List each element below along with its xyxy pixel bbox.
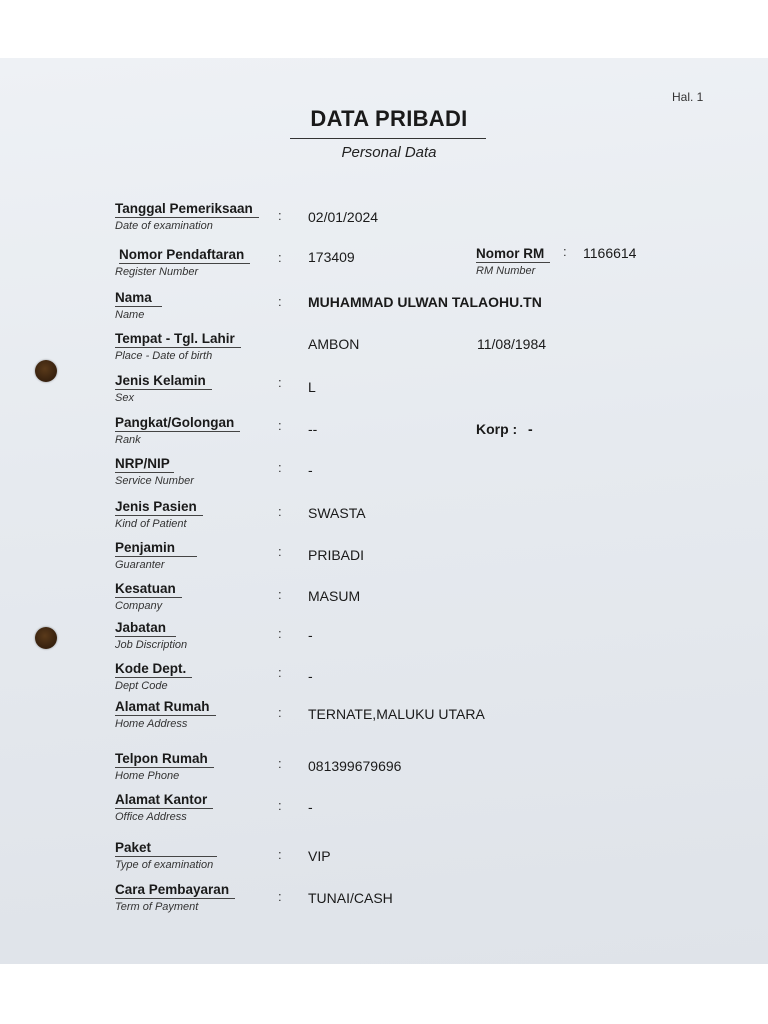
- field-sublabel: Dept Code: [115, 680, 168, 692]
- field-label: Kode Dept.: [115, 661, 192, 678]
- birth-date-value: 11/08/1984: [477, 336, 547, 352]
- field-patient-type: [115, 498, 203, 530]
- field-sublabel: Home Address: [115, 718, 188, 730]
- colon: :: [278, 418, 282, 433]
- field-label: Nomor RM: [476, 246, 550, 263]
- field-sublabel: RM Number: [476, 265, 536, 277]
- field-company: [115, 580, 182, 612]
- korp-value: -: [528, 421, 533, 437]
- field-label: Jabatan: [115, 620, 176, 637]
- field-job: [115, 619, 187, 651]
- exam-date-value: 02/01/2024: [308, 209, 379, 225]
- colon: :: [278, 665, 282, 680]
- field-sublabel: Service Number: [115, 475, 194, 487]
- field-label: NRP/NIP: [115, 456, 174, 473]
- colon: :: [278, 705, 282, 720]
- field-home-address: [115, 698, 216, 730]
- field-sublabel: Date of examination: [115, 220, 213, 232]
- field-label: Nama: [115, 290, 162, 307]
- colon: :: [278, 847, 282, 862]
- name-value: MUHAMMAD ULWAN TALAOHU.TN: [308, 294, 542, 310]
- field-birth: [115, 330, 241, 362]
- field-label: Telpon Rumah: [115, 751, 214, 768]
- field-sublabel: Company: [115, 600, 163, 612]
- colon: :: [278, 460, 282, 475]
- colon: :: [278, 889, 282, 904]
- job-value: -: [308, 627, 313, 643]
- field-rank: [115, 414, 240, 446]
- document-subtitle: Personal Data: [341, 144, 437, 161]
- field-name: [115, 289, 162, 321]
- field-label: Kesatuan: [115, 581, 182, 598]
- home-address-value: TERNATE,MALUKU UTARA: [308, 706, 485, 722]
- field-dept: [115, 660, 192, 692]
- register-value: 173409: [308, 249, 355, 265]
- colon: :: [278, 294, 282, 309]
- colon: :: [278, 626, 282, 641]
- field-label: Jenis Kelamin: [115, 373, 212, 390]
- colon: :: [278, 208, 282, 223]
- field-label: Jenis Pasien: [115, 499, 203, 516]
- birth-place-value: AMBON: [308, 336, 360, 352]
- field-sublabel: Office Address: [115, 811, 187, 823]
- package-value: VIP: [308, 848, 331, 864]
- field-sublabel: Rank: [115, 434, 141, 446]
- nrp-value: -: [308, 462, 313, 478]
- colon: :: [278, 587, 282, 602]
- field-register: [115, 246, 250, 278]
- field-office-address: [115, 791, 213, 823]
- sex-value: L: [308, 379, 316, 395]
- title-underline: [290, 138, 486, 139]
- patient-type-value: SWASTA: [308, 505, 366, 521]
- field-label: Cara Pembayaran: [115, 882, 235, 899]
- colon: :: [278, 375, 282, 390]
- field-exam-date: [115, 200, 259, 232]
- payment-value: TUNAI/CASH: [308, 890, 393, 906]
- colon: :: [563, 244, 567, 259]
- field-sublabel: Type of examination: [115, 859, 214, 871]
- field-label: Penjamin: [115, 540, 197, 557]
- colon: :: [278, 544, 282, 559]
- korp-label: Korp :: [476, 421, 518, 437]
- field-label: Alamat Rumah: [115, 699, 216, 716]
- colon: :: [278, 250, 282, 265]
- rank-value: --: [308, 421, 318, 437]
- field-rm: [476, 245, 550, 277]
- field-sublabel: Register Number: [115, 266, 199, 278]
- field-payment: [115, 881, 235, 913]
- home-phone-value: 081399679696: [308, 758, 402, 774]
- rm-value: 1166614: [583, 245, 637, 261]
- office-address-value: -: [308, 799, 313, 815]
- field-sublabel: Place - Date of birth: [115, 350, 213, 362]
- field-sublabel: Term of Payment: [115, 901, 199, 913]
- field-sublabel: Kind of Patient: [115, 518, 187, 530]
- field-sublabel: Name: [115, 309, 145, 321]
- punch-hole-bottom: [35, 627, 57, 649]
- field-sublabel: Home Phone: [115, 770, 180, 782]
- colon: :: [278, 504, 282, 519]
- colon: :: [278, 756, 282, 771]
- field-label: Tempat - Tgl. Lahir: [115, 331, 241, 348]
- field-sublabel: Sex: [115, 392, 134, 404]
- field-label: Pangkat/Golongan: [115, 415, 240, 432]
- field-guarantor: [115, 539, 197, 571]
- field-sex: [115, 372, 212, 404]
- field-label: Tanggal Pemeriksaan: [115, 201, 259, 218]
- field-sublabel: Job Discription: [115, 639, 188, 651]
- field-package: [115, 839, 217, 871]
- field-label: Nomor Pendaftaran: [119, 247, 250, 264]
- document-title: DATA PRIBADI: [310, 106, 468, 131]
- document-sheet: [0, 58, 768, 964]
- field-nrp: [115, 455, 194, 487]
- field-label: Paket: [115, 840, 217, 857]
- colon: :: [278, 798, 282, 813]
- punch-hole-top: [35, 360, 57, 382]
- field-label: Alamat Kantor: [115, 792, 213, 809]
- company-value: MASUM: [308, 588, 361, 604]
- guarantor-value: PRIBADI: [308, 547, 365, 563]
- dept-value: -: [308, 668, 313, 684]
- page-number: Hal. 1: [672, 90, 704, 104]
- field-home-phone: [115, 750, 214, 782]
- field-sublabel: Guaranter: [115, 559, 165, 571]
